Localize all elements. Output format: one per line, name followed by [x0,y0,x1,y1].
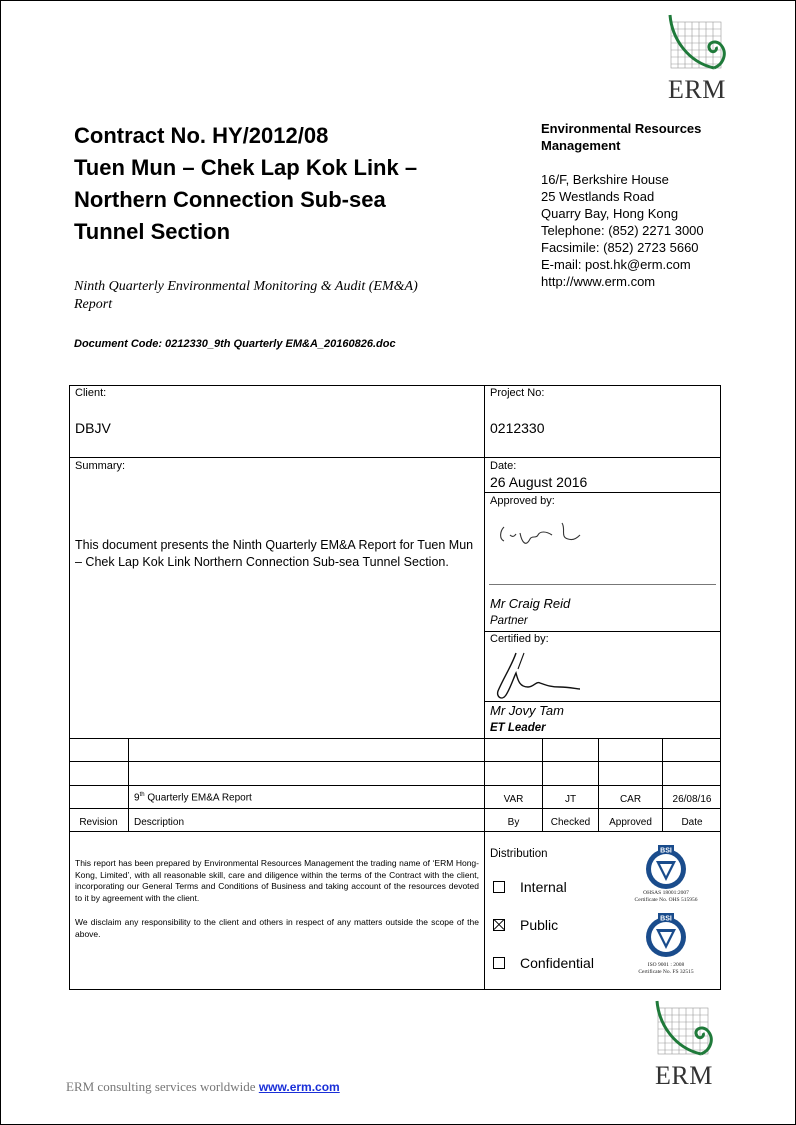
address-line: Quarry Bay, Hong Kong [541,206,679,221]
project-label: Project No: [490,387,545,399]
confidential-option-label: Confidential [520,955,594,971]
header-approved: Approved [609,817,652,828]
row-divider [485,631,721,632]
confidential-checkbox[interactable] [493,957,505,969]
document-subtitle: Ninth Quarterly Environmental Monitoring & Audit (EM&A) Report [74,279,418,312]
address-line: 16/F, Berkshire House [541,172,669,187]
row-divider [69,785,721,786]
document-title [74,120,494,248]
revision-title: Quarterly EM&A Report [144,792,252,804]
facsimile: Facsimile: (852) 2723 5660 [541,240,699,255]
row-divider [69,457,721,458]
client-value: DBJV [75,420,111,436]
footer-link[interactable]: www.erm.com [258,1080,340,1094]
erm-wordmark: ERM [655,1061,713,1090]
revision-description [134,792,252,803]
header-by: By [507,817,520,828]
approver-signature-icon [496,517,586,557]
revision-date: 26/08/16 [672,794,712,805]
certified-by-label: Certified by: [490,633,549,645]
website: http://www.erm.com [541,274,656,289]
header-description: Description [134,817,185,828]
erm-leaf-icon [668,14,730,72]
certifier-name: Mr Jovy Tam [490,703,564,718]
ordinal-suffix: th [139,792,145,798]
company-name-line: Management [541,138,621,153]
header-checked: Checked [550,817,591,828]
column-divider [484,385,485,989]
header-date: Date [681,817,703,828]
email: E-mail: post.hk@erm.com [541,257,691,272]
erm-leaf-icon [655,1000,717,1058]
project-value: 0212330 [490,420,545,436]
disclaimer-paragraph: This report has been prepared by Environmental Resources Management the trading name of ‘ERM Hong-Kong, Limited’, with all reasonable skill, care and diligence within the terms of the Contract with the client, incorporating our General Terms and Conditions of Business and taking account of the resources devoted to it by agreement with the client. [75,858,479,903]
cert-line: Certificate No. OHS 515956 [634,896,698,903]
disclaimer-paragraph: We disclaim any responsibility to the client and others in respect of any matters outside the scope of the above. [75,917,479,939]
svg-text:BSI: BSI [660,915,672,923]
company-name-line: Environmental Resources [541,121,702,136]
row-divider [69,738,721,739]
cert-line: ISO 9001 : 2008 [647,962,685,968]
certifier-signature-icon [490,647,590,703]
erm-logo [668,14,738,103]
company-name [541,120,741,154]
row-divider [69,831,721,832]
footer [66,1079,340,1095]
signature-line [489,584,716,585]
company-address-block [541,120,741,290]
revision-number: 9 [134,792,140,804]
distribution-label: Distribution [490,848,548,860]
approved-by-label: Approved by: [490,495,555,507]
bsi-ohsas-badge-icon [642,843,690,891]
date-value: 26 August 2016 [490,474,588,490]
title-line: Tuen Mun – Chek Lap Kok Link – [74,155,418,180]
public-option-label: Public [520,917,559,933]
cert-line: OHSAS 18001:2007 [643,890,689,896]
column-divider [128,738,129,832]
revision-checked: JT [564,794,577,805]
header-revision: Revision [79,817,118,828]
bsi-iso9001-badge-icon [642,911,690,959]
row-divider [69,808,721,809]
title-line: Contract No. HY/2012/08 [74,123,329,148]
telephone: Telephone: (852) 2271 3000 [541,223,704,238]
ohsas-caption [625,890,707,903]
svg-text:BSI: BSI [660,847,672,855]
revision-approved: CAR [619,794,642,805]
document-code: Document Code: 0212330_9th Quarterly EM&A_20160826.doc [74,338,396,350]
cert-line: Certificate No. FS 32515 [638,968,694,975]
address-line: 25 Westlands Road [541,189,655,204]
certifier-role: ET Leader [490,722,546,734]
public-checkbox[interactable] [493,919,505,931]
iso9001-caption [625,962,707,975]
erm-wordmark: ERM [668,75,726,104]
revision-by: VAR [503,794,524,805]
erm-logo-footer [655,1000,725,1089]
footer-text: ERM consulting services worldwide [66,1079,259,1094]
row-divider [69,761,721,762]
approver-role: Partner [490,615,528,627]
summary-label: Summary: [75,460,126,472]
internal-option-label: Internal [520,879,567,895]
date-label: Date: [490,460,517,472]
internal-checkbox[interactable] [493,881,505,893]
row-divider [485,492,721,493]
client-label: Client: [75,387,107,399]
approver-name: Mr Craig Reid [490,596,571,611]
title-line: Northern Connection Sub-sea [74,187,386,212]
title-line: Tunnel Section [74,219,231,244]
summary-text: This document presents the Ninth Quarterly EM&A Report for Tuen Mun – Chek Lap Kok Link Northern Connection Sub-sea Tunnel Section. [75,538,474,569]
